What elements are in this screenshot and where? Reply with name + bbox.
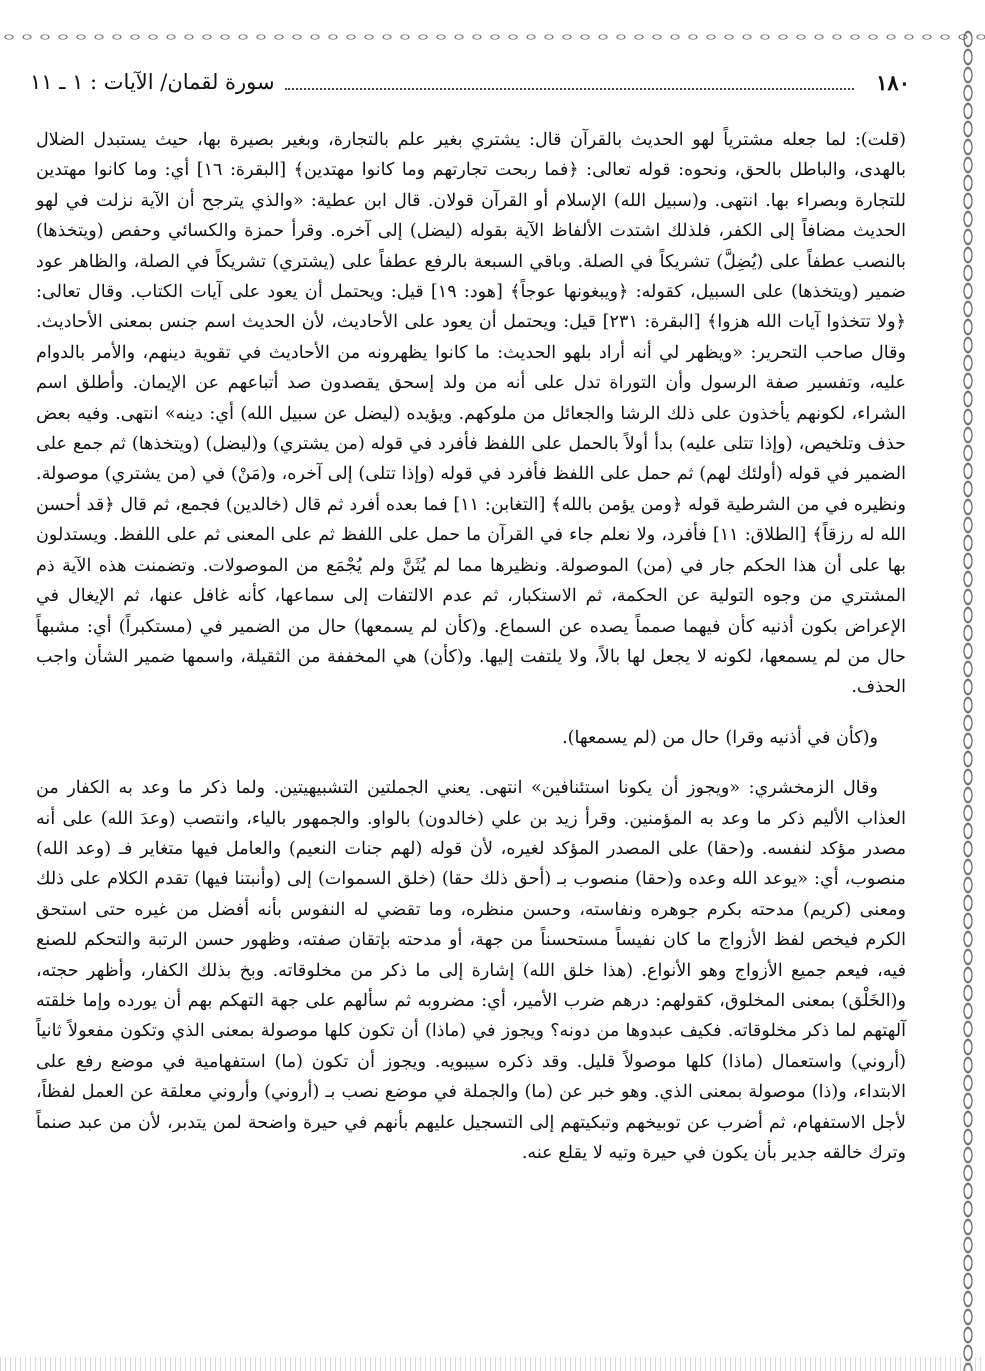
page-number: ١٨٠ [876, 69, 910, 95]
paragraph: وقال الزمخشري: «ويجوز أن يكونا استئنافين» انتهى. يعني الجملتين التشبيهيتين. ولما ذكر ما وعد به الكفار من العذاب الأليم ذكر ما وعد به المؤمنين. وقرأ زيد بن علي (خالدون) بالواو. والجمهور بالياء، وانتصب (وعدَ الله) على أنه مصدر مؤكد لنفسه. و(حقا) على المصدر المؤكد لغيره، لأن قوله (لهم جنات النعيم) والعامل فيها متغاير فـ (وعد الله) منصوب، أي: «يوعد الله وعده و(حقا) منصوب بـ (أحق ذلك حقا) (خلق السموات) إلى (وأنبتنا فيها) تقدم الكلام على ذلك ومعنى (كريم) مدحته بكرم جوهره ونفاسته، وحسن منظره، وما تقضي له النفوس بأنه أفضل من غيره حتى استحق الكرم فيخص لفظ الأزواج ما كان نفيساً مستحسناً من جهة، أو مدحته بإتقان صفته، وظهور حسن الرتبة والتحكم للصنع فيه، فيعم جميع الأزواج وهو الأنواع. (هذا خلق الله) إشارة إلى ما ذكر من مخلوقاته. وبخ بذلك الكفار، وأظهر حجته، و(الخَلْق) بمعنى المخلوق، كقولهم: درهم ضرب الأمير، أي: مضروبه ثم سألهم على جهة التهكم بهم أن يورده وإما خلقته آلهتهم لما ذكر مخلوقاته. فكيف عبدوها من دونه؟ ويجوز في (ماذا) أن تكون كلها موصولة بمعنى الذي وتكون مفعولاً ثانياً (أروني) واستعمال (ماذا) كلها موصولاً قليل. وقد ذكره سيبويه. ويجوز أن تكون (ما) استفهامية في موضع رفع على الابتداء، و(ذا) موصولة بمعنى الذي. وهو خبر عن (ما) والجملة في موضع نصب بـ (أروني) وأروني معلقة عن العمل لفظاً، لأجل الاستفهام، ثم أضرب عن توبيخهم وتبكيتهم إلى التسجيل عليهم بأنهم في حيرة واضحة لمن يتدبر، لأن من عبد صنماً وترك خالقه جدير بأن يكون في حيرة وتيه لا يقلع عنه. [36, 778, 906, 1163]
page-body [36, 125, 906, 1168]
page-header [30, 62, 910, 102]
dotted-leader [285, 74, 855, 90]
ornamental-border-right [961, 30, 975, 1371]
paragraph: (قلت): لما جعله مشترياً لهو الحديث بالقرآن قال: يشتري بغير علم بالتجارة، وبغير بصيرة بها، حيث يستبدل الضلال بالهدى، والباطل بالحق، ونحوه: قوله تعالى: ﴿فما ربحت تجارتهم وما كانوا مهتدين﴾ [البقرة: ١٦] أي: وما كانوا مهتدين للتجارة وبصراء بها. انتهى. و(سبيل الله) الإسلام أو القرآن قولان. قال ابن عطية: «والذي يترجح أن الآية نزلت في لهو الحديث مضافاً إلى الكفر، فلذلك اشتدت الألفاظ الآية بقوله (ليضل) إلى آخره. وقرأ حمزة والكسائي وحفص (ويتخذها) بالنصب عطفاً على (يُضِلَّ) تشريكاً في الصلة. وباقي السبعة بالرفع عطفاً على (يشتري) تشريكاً في الصلة، والظاهر عود ضمير (ويتخذها) على السبيل، كقوله: ﴿ويبغونها عوجاً﴾ [هود: ١٩] قيل: ويحتمل أن يعود على آيات الكتاب. وقال تعالى: ﴿ولا تتخذوا آيات الله هزوا﴾ [البقرة: ٢٣١] قيل: ويحتمل أن يعود على الأحاديث، لأن الحديث اسم جنس بمعنى الأحاديث. وقال صاحب التحرير: «ويظهر لي أنه أراد بلهو الحديث: ما كانوا يظهرونه من الأحاديث في تقوية دينهم، والأمر بالدوام عليه، وتفسير صفة الرسول وأن التوراة تدل على أنه من ولد إسحق يقصدون صد أتباعهم عن الإيمان. وأطلق اسم الشراء، لكونهم يأخذون على ذلك الرشا والجعائل من ملوكهم. ويؤيده (ليضل عن سبيل الله) أي: دينه» انتهى. وفيه بعض حذف وتلخيص، (وإذا تتلى عليه) بدأ أولاً بالحمل على اللفظ فأفرد في قوله (من يشتري) و(ليضل) (ويتخذها) ثم جمع على الضمير في قوله (أولئك لهم) ثم حمل على اللفظ فأفرد في قوله (وإذا تتلى) إلى آخره، و(مَنْ) في (من يشتري) موصولة. ونظيره في من الشرطية قوله ﴿ومن يؤمن بالله﴾ [التغابن: ١١] فما بعده أفرد ثم قال (خالدين) فجمع، ثم قال ﴿قد أحسن الله له رزقاً﴾ [الطلاق: ١١] فأفرد، ولا نعلم جاء في القرآن ما حمل على اللفظ ثم على المعنى ثم على اللفظ. ويستدلون بها على أن هذا الحكم جار في (من) الموصولة. ونظيرها مما لم يُثَنَّ ولم يُجْمَع من الموصولات. وتضمنت هذه الآية ذم المشتري من وجوه التولية عن الحكمة، ثم الاستكبار، ثم عدم الالتفات إلى سماعها، كأنه غافل عنها، ثم الإيغال في الإعراض بكون أذنيه كأن فيهما صمماً يصده عن السماع. و(كأن لم يسمعها) حال من الضمير في (مستكبراً) أي: مشبهاً حال من لم يسمعها، لكونه لا يجعل لها بالاً، ولا يلتفت إليها. و(كأن) هي المخففة من الثقيلة، واسمها ضمير الشأن واجب الحذف. [36, 130, 906, 698]
running-title: سورة لقمان/ الآيات : ١ ـ ١١ [30, 70, 275, 94]
scan-edge-noise [0, 1357, 985, 1371]
ornamental-border-top [0, 30, 985, 44]
paragraph: و(كأن في أذنيه وقرا) حال من (لم يسمعها). [562, 727, 878, 748]
